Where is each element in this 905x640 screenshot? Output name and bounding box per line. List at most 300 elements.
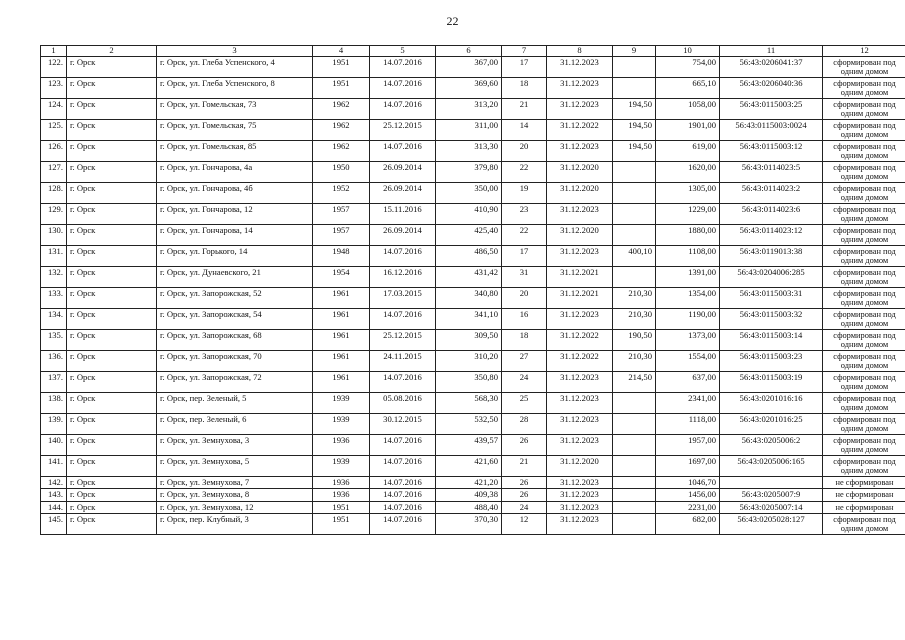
- date-cell: 14.07.2016: [370, 56, 436, 77]
- address-cell: г. Орск, ул. Запорожская, 70: [157, 350, 313, 371]
- row-number: 141.: [41, 455, 67, 476]
- city-cell: г. Орск: [67, 455, 157, 476]
- year-cell: 1939: [313, 455, 370, 476]
- count-cell: 17: [502, 56, 547, 77]
- address-cell: г. Орск, ул. Земнухова, 12: [157, 501, 313, 514]
- deadline-cell: 31.12.2021: [547, 266, 613, 287]
- column-header: 2: [67, 46, 157, 57]
- city-cell: г. Орск: [67, 77, 157, 98]
- area-cell: 370,30: [436, 514, 502, 535]
- city-cell: г. Орск: [67, 434, 157, 455]
- year-cell: 1962: [313, 98, 370, 119]
- count-cell: 22: [502, 224, 547, 245]
- table-row: [41, 266, 905, 287]
- cadastral-number-cell: 56:43:0114023:5: [720, 161, 823, 182]
- deadline-cell: 31.12.2023: [547, 476, 613, 489]
- row-number: 136.: [41, 350, 67, 371]
- date-cell: 14.07.2016: [370, 371, 436, 392]
- table-row: [41, 350, 905, 371]
- row-number: 127.: [41, 161, 67, 182]
- table-header-row: [41, 46, 905, 57]
- area-cell: 425,40: [436, 224, 502, 245]
- count-cell: 28: [502, 413, 547, 434]
- status-cell: сформирован под одним домом: [823, 350, 905, 371]
- status-cell: сформирован под одним домом: [823, 266, 905, 287]
- table-row: [41, 140, 905, 161]
- area-cell: 379,80: [436, 161, 502, 182]
- land-area-cell: 1118,00: [656, 413, 720, 434]
- address-cell: г. Орск, пер. Зеленый, 6: [157, 413, 313, 434]
- table-row: [41, 455, 905, 476]
- row-number: 129.: [41, 203, 67, 224]
- address-cell: г. Орск, пер. Клубный, 3: [157, 514, 313, 535]
- land-area-cell: 754,00: [656, 56, 720, 77]
- count-cell: 22: [502, 161, 547, 182]
- table-row: [41, 501, 905, 514]
- land-area-cell: 2231,00: [656, 501, 720, 514]
- count-cell: 26: [502, 434, 547, 455]
- deadline-cell: 31.12.2023: [547, 245, 613, 266]
- status-cell: сформирован под одним домом: [823, 392, 905, 413]
- year-cell: 1948: [313, 245, 370, 266]
- year-cell: 1961: [313, 350, 370, 371]
- city-cell: г. Орск: [67, 266, 157, 287]
- city-cell: г. Орск: [67, 98, 157, 119]
- table-row: [41, 56, 905, 77]
- count-cell: 27: [502, 350, 547, 371]
- address-cell: г. Орск, ул. Запорожская, 54: [157, 308, 313, 329]
- city-cell: г. Орск: [67, 392, 157, 413]
- area-cell: 486,50: [436, 245, 502, 266]
- cadastral-number-cell: 56:43:0201016:16: [720, 392, 823, 413]
- land-area-cell: 1957,00: [656, 434, 720, 455]
- cadastral-number-cell: 56:43:0205007:9: [720, 489, 823, 502]
- address-cell: г. Орск, ул. Дунаевского, 21: [157, 266, 313, 287]
- year-cell: 1936: [313, 476, 370, 489]
- date-cell: 25.12.2015: [370, 119, 436, 140]
- deadline-cell: 31.12.2020: [547, 455, 613, 476]
- cadastral-number-cell: [720, 476, 823, 489]
- year-cell: 1950: [313, 161, 370, 182]
- address-cell: г. Орск, ул. Глеба Успенского, 8: [157, 77, 313, 98]
- year-cell: 1962: [313, 119, 370, 140]
- status-cell: сформирован под одним домом: [823, 245, 905, 266]
- date-cell: 14.07.2016: [370, 501, 436, 514]
- deadline-cell: 31.12.2020: [547, 161, 613, 182]
- land-area-cell: 1391,00: [656, 266, 720, 287]
- row-number: 137.: [41, 371, 67, 392]
- value-cell: [613, 266, 656, 287]
- land-area-cell: 1456,00: [656, 489, 720, 502]
- cadastral-number-cell: 56:43:0115003:14: [720, 329, 823, 350]
- address-cell: г. Орск, ул. Земнухова, 7: [157, 476, 313, 489]
- count-cell: 20: [502, 287, 547, 308]
- date-cell: 14.07.2016: [370, 98, 436, 119]
- date-cell: 15.11.2016: [370, 203, 436, 224]
- row-number: 139.: [41, 413, 67, 434]
- column-header: 12: [823, 46, 905, 57]
- status-cell: сформирован под одним домом: [823, 161, 905, 182]
- status-cell: сформирован под одним домом: [823, 140, 905, 161]
- year-cell: 1951: [313, 501, 370, 514]
- value-cell: 210,30: [613, 287, 656, 308]
- land-area-cell: 1901,00: [656, 119, 720, 140]
- cadastral-number-cell: 56:43:0114023:6: [720, 203, 823, 224]
- land-area-cell: 1880,00: [656, 224, 720, 245]
- deadline-cell: 31.12.2023: [547, 308, 613, 329]
- area-cell: 532,50: [436, 413, 502, 434]
- value-cell: 400,10: [613, 245, 656, 266]
- cadastral-number-cell: 56:43:0205006:2: [720, 434, 823, 455]
- status-cell: сформирован под одним домом: [823, 77, 905, 98]
- row-number: 143.: [41, 489, 67, 502]
- cadastral-number-cell: 56:43:0205007:14: [720, 501, 823, 514]
- deadline-cell: 31.12.2023: [547, 392, 613, 413]
- count-cell: 17: [502, 245, 547, 266]
- table-row: [41, 392, 905, 413]
- deadline-cell: 31.12.2023: [547, 56, 613, 77]
- row-number: 134.: [41, 308, 67, 329]
- value-cell: [613, 392, 656, 413]
- area-cell: 431,42: [436, 266, 502, 287]
- area-cell: 350,00: [436, 182, 502, 203]
- date-cell: 14.07.2016: [370, 308, 436, 329]
- value-cell: [613, 489, 656, 502]
- count-cell: 19: [502, 182, 547, 203]
- cadastral-number-cell: 56:43:0205006:165: [720, 455, 823, 476]
- cadastral-number-cell: 56:43:0115003:19: [720, 371, 823, 392]
- row-number: 135.: [41, 329, 67, 350]
- city-cell: г. Орск: [67, 413, 157, 434]
- status-cell: не сформирован: [823, 476, 905, 489]
- status-cell: сформирован под одним домом: [823, 182, 905, 203]
- land-area-cell: 682,00: [656, 514, 720, 535]
- table-row: [41, 308, 905, 329]
- city-cell: г. Орск: [67, 161, 157, 182]
- value-cell: [613, 56, 656, 77]
- year-cell: 1961: [313, 287, 370, 308]
- deadline-cell: 31.12.2023: [547, 413, 613, 434]
- deadline-cell: 31.12.2023: [547, 514, 613, 535]
- city-cell: г. Орск: [67, 140, 157, 161]
- city-cell: г. Орск: [67, 476, 157, 489]
- count-cell: 24: [502, 371, 547, 392]
- area-cell: 313,30: [436, 140, 502, 161]
- status-cell: сформирован под одним домом: [823, 287, 905, 308]
- value-cell: [613, 514, 656, 535]
- deadline-cell: 31.12.2020: [547, 224, 613, 245]
- city-cell: г. Орск: [67, 245, 157, 266]
- count-cell: 18: [502, 329, 547, 350]
- date-cell: 14.07.2016: [370, 77, 436, 98]
- deadline-cell: 31.12.2021: [547, 287, 613, 308]
- land-area-cell: 665,10: [656, 77, 720, 98]
- column-header: 11: [720, 46, 823, 57]
- date-cell: 26.09.2014: [370, 224, 436, 245]
- address-cell: г. Орск, ул. Запорожская, 72: [157, 371, 313, 392]
- count-cell: 26: [502, 476, 547, 489]
- city-cell: г. Орск: [67, 514, 157, 535]
- column-header: 3: [157, 46, 313, 57]
- count-cell: 21: [502, 455, 547, 476]
- cadastral-number-cell: 56:43:0205028:127: [720, 514, 823, 535]
- city-cell: г. Орск: [67, 203, 157, 224]
- table-row: [41, 161, 905, 182]
- cadastral-number-cell: 56:43:0115003:25: [720, 98, 823, 119]
- date-cell: 24.11.2015: [370, 350, 436, 371]
- table-row: [41, 182, 905, 203]
- date-cell: 16.12.2016: [370, 266, 436, 287]
- deadline-cell: 31.12.2023: [547, 98, 613, 119]
- count-cell: 16: [502, 308, 547, 329]
- count-cell: 26: [502, 489, 547, 502]
- table-row: [41, 489, 905, 502]
- land-area-cell: 1697,00: [656, 455, 720, 476]
- table-row: [41, 203, 905, 224]
- deadline-cell: 31.12.2023: [547, 434, 613, 455]
- city-cell: г. Орск: [67, 56, 157, 77]
- table-row: [41, 77, 905, 98]
- column-header: 9: [613, 46, 656, 57]
- land-area-cell: 1620,00: [656, 161, 720, 182]
- address-cell: г. Орск, ул. Гончарова, 4б: [157, 182, 313, 203]
- address-cell: г. Орск, пер. Зеленый, 5: [157, 392, 313, 413]
- address-cell: г. Орск, ул. Горького, 14: [157, 245, 313, 266]
- year-cell: 1961: [313, 371, 370, 392]
- address-cell: г. Орск, ул. Гомельская, 73: [157, 98, 313, 119]
- date-cell: 14.07.2016: [370, 476, 436, 489]
- date-cell: 14.07.2016: [370, 514, 436, 535]
- land-area-cell: 619,00: [656, 140, 720, 161]
- area-cell: 369,60: [436, 77, 502, 98]
- deadline-cell: 31.12.2022: [547, 119, 613, 140]
- city-cell: г. Орск: [67, 287, 157, 308]
- column-header: 8: [547, 46, 613, 57]
- year-cell: 1957: [313, 203, 370, 224]
- count-cell: 14: [502, 119, 547, 140]
- city-cell: г. Орск: [67, 501, 157, 514]
- status-cell: сформирован под одним домом: [823, 455, 905, 476]
- area-cell: 421,20: [436, 476, 502, 489]
- value-cell: [613, 501, 656, 514]
- status-cell: сформирован под одним домом: [823, 224, 905, 245]
- land-area-cell: 1229,00: [656, 203, 720, 224]
- city-cell: г. Орск: [67, 371, 157, 392]
- row-number: 126.: [41, 140, 67, 161]
- city-cell: г. Орск: [67, 350, 157, 371]
- row-number: 145.: [41, 514, 67, 535]
- table-row: [41, 245, 905, 266]
- address-cell: г. Орск, ул. Земнухова, 8: [157, 489, 313, 502]
- row-number: 128.: [41, 182, 67, 203]
- area-cell: 439,57: [436, 434, 502, 455]
- row-number: 122.: [41, 56, 67, 77]
- row-number: 138.: [41, 392, 67, 413]
- cadastral-number-cell: 56:43:0206041:37: [720, 56, 823, 77]
- land-area-cell: 1305,00: [656, 182, 720, 203]
- row-number: 132.: [41, 266, 67, 287]
- status-cell: сформирован под одним домом: [823, 371, 905, 392]
- column-header: 6: [436, 46, 502, 57]
- value-cell: [613, 455, 656, 476]
- area-cell: 410,90: [436, 203, 502, 224]
- status-cell: не сформирован: [823, 501, 905, 514]
- column-header: 1: [41, 46, 67, 57]
- page-number: 22: [446, 14, 459, 28]
- land-area-cell: 2341,00: [656, 392, 720, 413]
- value-cell: 214,50: [613, 371, 656, 392]
- year-cell: 1939: [313, 392, 370, 413]
- row-number: 133.: [41, 287, 67, 308]
- row-number: 144.: [41, 501, 67, 514]
- status-cell: сформирован под одним домом: [823, 514, 905, 535]
- deadline-cell: 31.12.2023: [547, 489, 613, 502]
- year-cell: 1957: [313, 224, 370, 245]
- count-cell: 23: [502, 203, 547, 224]
- status-cell: сформирован под одним домом: [823, 329, 905, 350]
- table-row: [41, 371, 905, 392]
- year-cell: 1961: [313, 329, 370, 350]
- city-cell: г. Орск: [67, 489, 157, 502]
- value-cell: [613, 224, 656, 245]
- address-cell: г. Орск, ул. Гомельская, 75: [157, 119, 313, 140]
- address-cell: г. Орск, ул. Глеба Успенского, 4: [157, 56, 313, 77]
- year-cell: 1961: [313, 308, 370, 329]
- address-cell: г. Орск, ул. Гомельская, 85: [157, 140, 313, 161]
- city-cell: г. Орск: [67, 329, 157, 350]
- row-number: 142.: [41, 476, 67, 489]
- status-cell: сформирован под одним домом: [823, 56, 905, 77]
- area-cell: 409,38: [436, 489, 502, 502]
- cadastral-number-cell: 56:43:0115003:0024: [720, 119, 823, 140]
- address-cell: г. Орск, ул. Гончарова, 12: [157, 203, 313, 224]
- cadastral-number-cell: 56:43:0114023:12: [720, 224, 823, 245]
- date-cell: 14.07.2016: [370, 245, 436, 266]
- count-cell: 12: [502, 514, 547, 535]
- cadastral-number-cell: 56:43:0115003:12: [720, 140, 823, 161]
- status-cell: не сформирован: [823, 489, 905, 502]
- year-cell: 1951: [313, 77, 370, 98]
- date-cell: 14.07.2016: [370, 434, 436, 455]
- address-cell: г. Орск, ул. Гончарова, 4а: [157, 161, 313, 182]
- value-cell: [613, 413, 656, 434]
- area-cell: 311,00: [436, 119, 502, 140]
- count-cell: 31: [502, 266, 547, 287]
- deadline-cell: 31.12.2023: [547, 77, 613, 98]
- area-cell: 341,10: [436, 308, 502, 329]
- area-cell: 313,20: [436, 98, 502, 119]
- count-cell: 24: [502, 501, 547, 514]
- cadastral-number-cell: 56:43:0201016:25: [720, 413, 823, 434]
- date-cell: 26.09.2014: [370, 182, 436, 203]
- deadline-cell: 31.12.2023: [547, 501, 613, 514]
- city-cell: г. Орск: [67, 182, 157, 203]
- cadastral-number-cell: 56:43:0115003:31: [720, 287, 823, 308]
- cadastral-number-cell: 56:43:0115003:32: [720, 308, 823, 329]
- value-cell: 210,30: [613, 350, 656, 371]
- land-area-cell: 1373,00: [656, 329, 720, 350]
- cadastral-number-cell: 56:43:0206040:36: [720, 77, 823, 98]
- year-cell: 1951: [313, 514, 370, 535]
- value-cell: [613, 182, 656, 203]
- value-cell: [613, 77, 656, 98]
- count-cell: 25: [502, 392, 547, 413]
- table-row: [41, 98, 905, 119]
- area-cell: 340,80: [436, 287, 502, 308]
- count-cell: 20: [502, 140, 547, 161]
- count-cell: 21: [502, 98, 547, 119]
- row-number: 123.: [41, 77, 67, 98]
- table-row: [41, 329, 905, 350]
- deadline-cell: 31.12.2023: [547, 203, 613, 224]
- table-row: [41, 514, 905, 535]
- date-cell: 14.07.2016: [370, 140, 436, 161]
- table-row: [41, 224, 905, 245]
- deadline-cell: 31.12.2023: [547, 140, 613, 161]
- year-cell: 1954: [313, 266, 370, 287]
- value-cell: [613, 161, 656, 182]
- date-cell: 14.07.2016: [370, 455, 436, 476]
- address-cell: г. Орск, ул. Запорожская, 52: [157, 287, 313, 308]
- land-area-cell: 1554,00: [656, 350, 720, 371]
- status-cell: сформирован под одним домом: [823, 308, 905, 329]
- row-number: 130.: [41, 224, 67, 245]
- status-cell: сформирован под одним домом: [823, 203, 905, 224]
- area-cell: 310,20: [436, 350, 502, 371]
- year-cell: 1936: [313, 489, 370, 502]
- land-area-cell: 1354,00: [656, 287, 720, 308]
- row-number: 125.: [41, 119, 67, 140]
- date-cell: 25.12.2015: [370, 329, 436, 350]
- year-cell: 1952: [313, 182, 370, 203]
- table-row: [41, 119, 905, 140]
- address-cell: г. Орск, ул. Запорожская, 68: [157, 329, 313, 350]
- area-cell: 568,30: [436, 392, 502, 413]
- area-cell: 367,00: [436, 56, 502, 77]
- cadastral-number-cell: 56:43:0204006:285: [720, 266, 823, 287]
- value-cell: 194,50: [613, 98, 656, 119]
- land-area-cell: 637,00: [656, 371, 720, 392]
- value-cell: [613, 434, 656, 455]
- status-cell: сформирован под одним домом: [823, 413, 905, 434]
- value-cell: 210,30: [613, 308, 656, 329]
- status-cell: сформирован под одним домом: [823, 434, 905, 455]
- table-row: [41, 287, 905, 308]
- housing-table: [40, 45, 905, 535]
- column-header: 4: [313, 46, 370, 57]
- year-cell: 1936: [313, 434, 370, 455]
- row-number: 131.: [41, 245, 67, 266]
- address-cell: г. Орск, ул. Земнухова, 3: [157, 434, 313, 455]
- year-cell: 1962: [313, 140, 370, 161]
- status-cell: сформирован под одним домом: [823, 98, 905, 119]
- cadastral-number-cell: 56:43:0114023:2: [720, 182, 823, 203]
- address-cell: г. Орск, ул. Земнухова, 5: [157, 455, 313, 476]
- area-cell: 309,50: [436, 329, 502, 350]
- deadline-cell: 31.12.2022: [547, 329, 613, 350]
- date-cell: 17.03.2015: [370, 287, 436, 308]
- area-cell: 421,60: [436, 455, 502, 476]
- table-row: [41, 413, 905, 434]
- deadline-cell: 31.12.2022: [547, 350, 613, 371]
- city-cell: г. Орск: [67, 224, 157, 245]
- status-cell: сформирован под одним домом: [823, 119, 905, 140]
- area-cell: 350,80: [436, 371, 502, 392]
- cadastral-number-cell: 56:43:0115003:23: [720, 350, 823, 371]
- address-cell: г. Орск, ул. Гончарова, 14: [157, 224, 313, 245]
- value-cell: [613, 476, 656, 489]
- value-cell: 190,50: [613, 329, 656, 350]
